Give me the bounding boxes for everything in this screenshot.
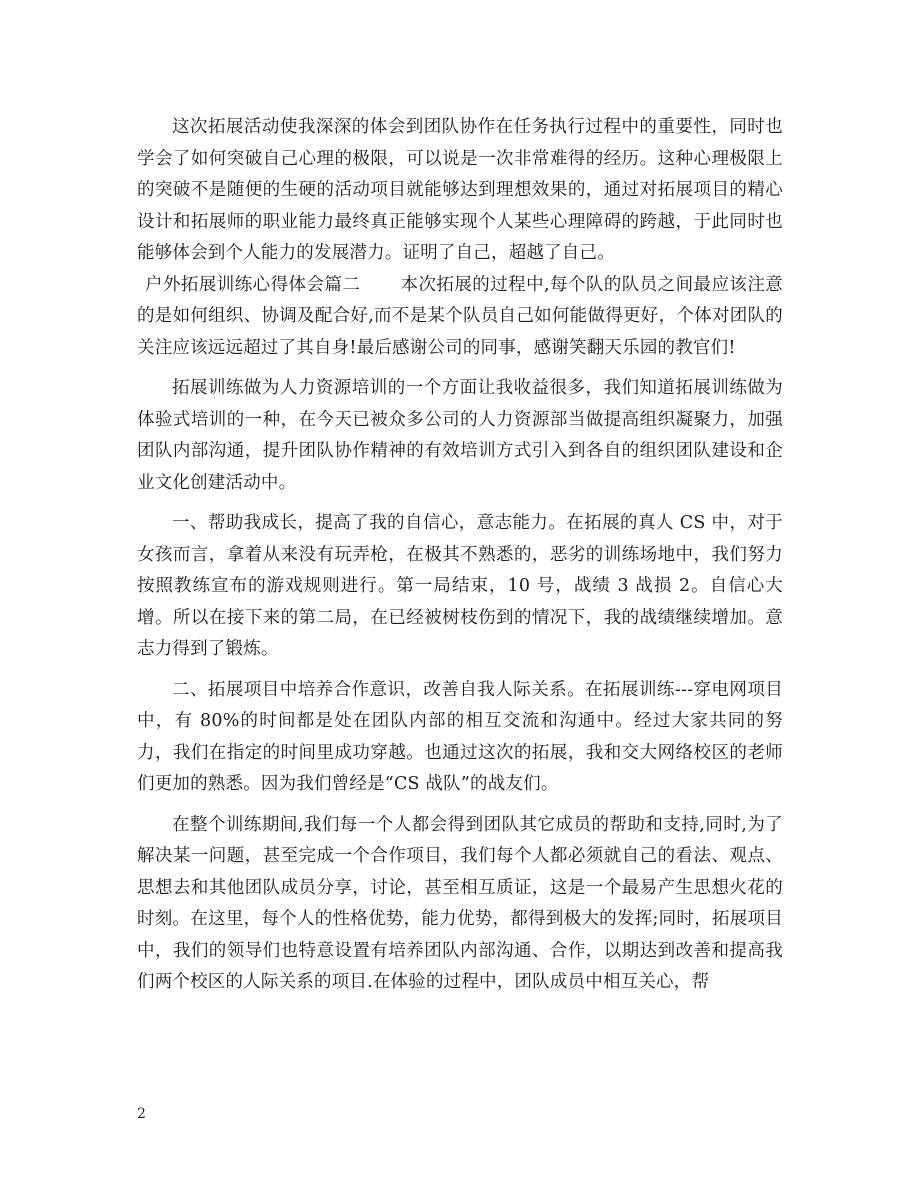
paragraph-1: 这次拓展活动使我深深的体会到团队协作在任务执行过程中的重要性，同时也学会了如何突破自己心理的极限，可以说是一次非常难得的经历。这种心理极限上的突破不是随便的生硬的活动项目就能够达到理想效果的，通过对拓展项目的精心设计和拓展师的职业能力最终真正能够实现个人某些心理障碍的跨越，于此同时也能够体会到个人能力的发展潜力。证明了自己，超越了自己。 <box>137 117 783 263</box>
section-first-text: 本次拓展的过程中,每个队的队员之间最应该注意的是如何组织、协调及配合好,而不是某个队员自己如何能做得更好，个体对团队的关注应该远远超过了其自身!最后感谢公司的同事，感谢笑翻天乐园的教官们! <box>137 274 783 358</box>
document-page <box>137 112 783 999</box>
section-heading-paragraph <box>137 270 783 365</box>
paragraph-training-period: 在整个训练期间,我们每一个人都会得到团队其它成员的帮助和支持,同时,为了解决某一问题，甚至完成一个合作项目，我们每个人都必须就自己的看法、观点、思想去和其他团队成员分享，讨论，甚至相互质证，这是一个最易产生思想火花的时刻。在这里，每个人的性格优势，能力优势，都得到极大的发挥;同时，拓展项目中，我们的领导们也特意设置有培养团队内部沟通、合作，以期达到改善和提高我们两个校区的人际关系的项目.在体验的过程中，团队成员中相互关心，帮 <box>137 814 783 992</box>
section-heading: 户外拓展训练心得体会篇二 <box>145 274 361 295</box>
paragraph-training: 拓展训练做为人力资源培训的一个方面让我收益很多，我们知道拓展训练做为体验式培训的一种，在今天已被众多公司的人力资源部当做提高组织凝聚力，加强团队内部沟通，提升团队协作精神的有效培训方式引入到各自的组织团队建设和企业文化创建活动中。 <box>137 378 783 493</box>
paragraph-point-one: 一、帮助我成长，提高了我的自信心，意志能力。在拓展的真人 CS 中，对于女孩而言，拿着从来没有玩弄枪，在极其不熟悉的，恶劣的训练场地中，我们努力按照教练宣布的游戏规则进行。第一局结束，10 号，战绩 3 战损 2。自信心大增。所以在接下来的第二局，在已经被树枝伤到的情况下，我的战绩继续增加。意志力得到了锻炼。 <box>137 513 783 659</box>
page-number: 2 <box>137 1106 146 1122</box>
paragraph-point-two: 二、拓展项目中培养合作意识，改善自我人际关系。在拓展训练---穿电网项目中，有 80%的时间都是处在团队内部的相互交流和沟通中。经过大家共同的努力，我们在指定的时间里成功穿越。也通过这次的拓展，我和交大网络校区的老师们更加的熟悉。因为我们曾经是“CS 战队”的战友们。 <box>137 679 783 794</box>
